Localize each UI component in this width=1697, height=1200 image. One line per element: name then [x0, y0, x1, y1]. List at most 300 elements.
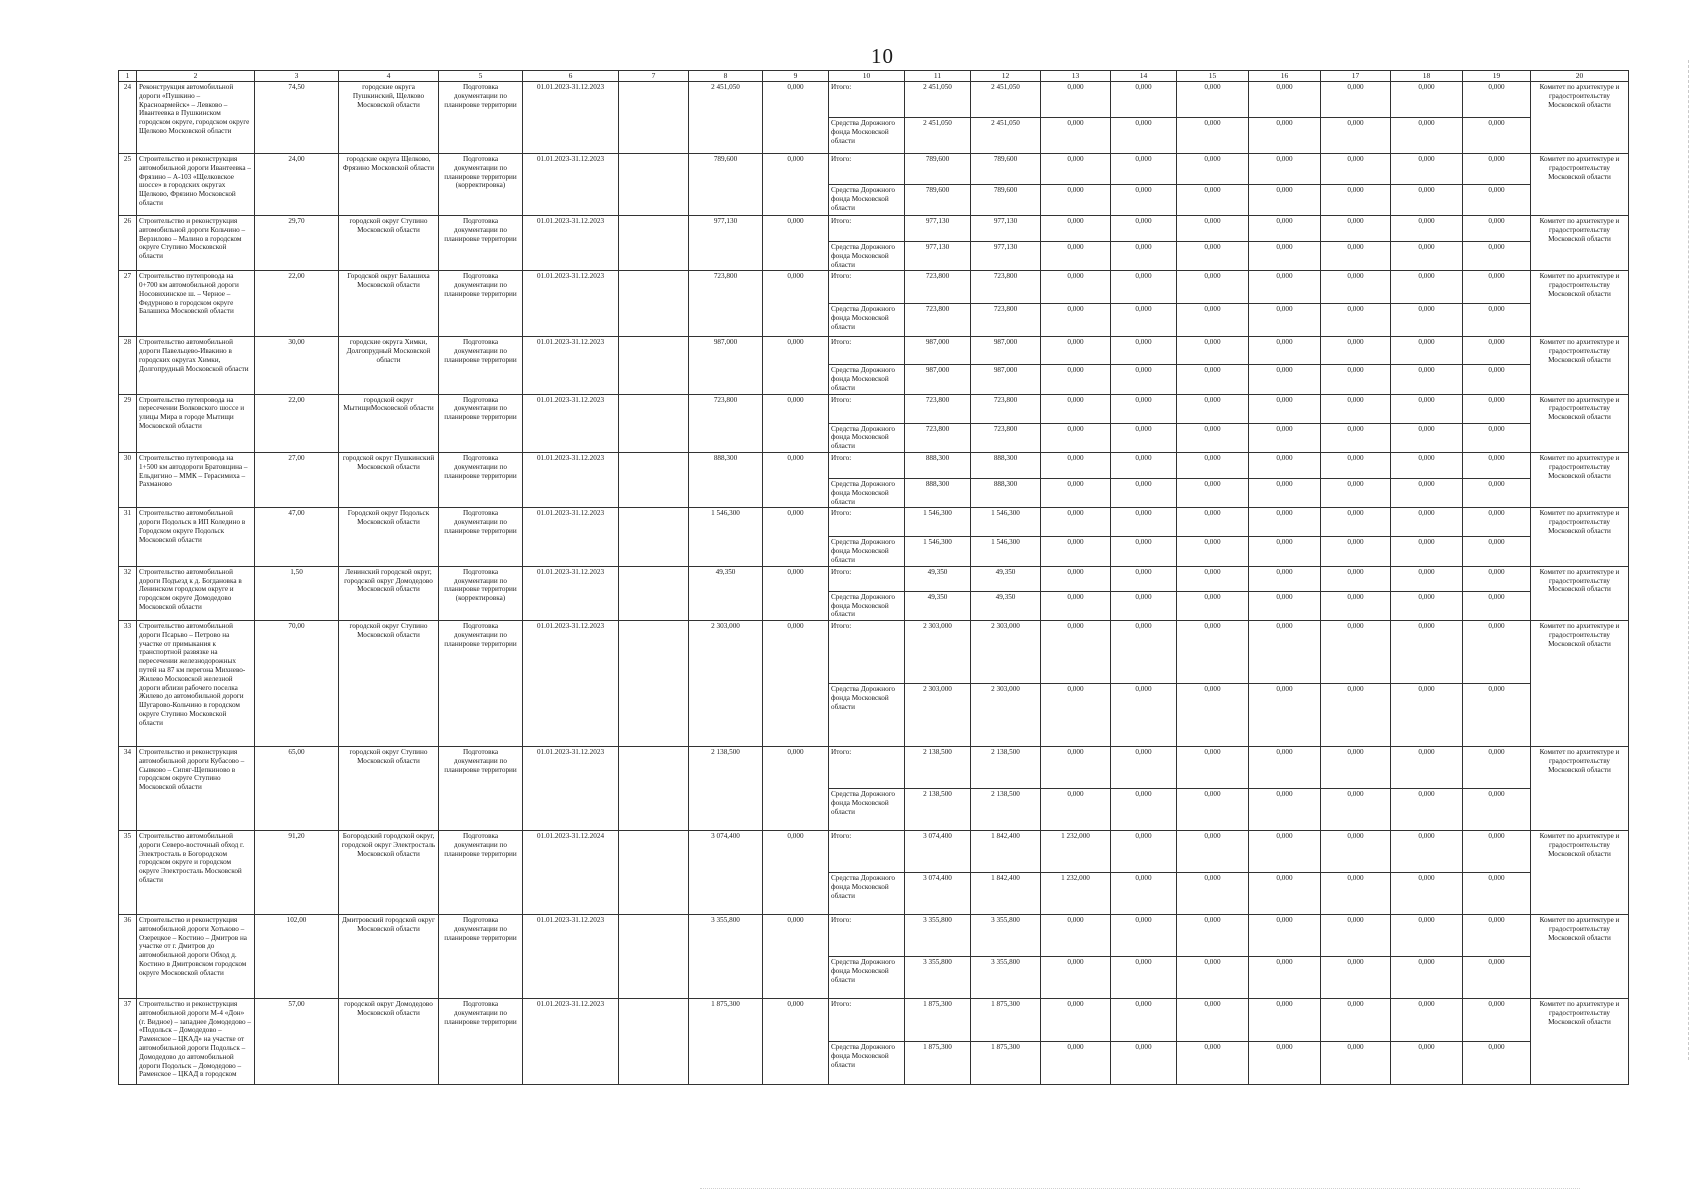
fund-amount: 0,000 [1204, 592, 1221, 601]
total-amount: 789,600 [971, 154, 1040, 185]
total-cost: 2 451,050 [689, 82, 763, 154]
fund-amount: 0,000 [1418, 538, 1435, 547]
amount-column-19 [1463, 154, 1531, 216]
fund-amount: 0,000 [1276, 592, 1293, 601]
total-amount: 0,000 [1321, 453, 1390, 479]
fund-amount: 0,000 [1135, 874, 1152, 883]
total-cost: 3 355,800 [689, 915, 763, 999]
object-name: Строительство и реконструкция автомобильной дороги Ивантеевка – Фрязино – А-103 «Щелковское шоссе» в городских округах Щелково, Фрязино Московской области [137, 154, 255, 216]
total-amount: 1 875,300 [971, 999, 1040, 1042]
fund-amount: 0,000 [1347, 538, 1364, 547]
fund-amount: 0,000 [1276, 424, 1293, 433]
column-7-value [619, 999, 689, 1085]
amount-column-11 [905, 747, 971, 831]
total-amount: 0,000 [1463, 337, 1530, 365]
amount-column-11 [905, 154, 971, 216]
work-period: 01.01.2023-31.12.2023 [523, 154, 619, 216]
amount-column-16 [1249, 566, 1321, 620]
amount-column-11 [905, 453, 971, 508]
amount-column-16 [1249, 154, 1321, 216]
fund-amount: 0,000 [1418, 958, 1435, 967]
fund-label: Средства Дорожного фонда Московской области [831, 305, 896, 331]
table-row [119, 453, 1629, 508]
total-amount: 0,000 [1041, 337, 1110, 365]
amount-column-13 [1041, 915, 1111, 999]
responsible-customer: Комитет по архитектуре и градостроительству Московской области [1531, 747, 1629, 831]
fund-label: Средства Дорожного фонда Московской области [831, 592, 896, 619]
column-7-value [619, 747, 689, 831]
fund-label: Средства Дорожного фонда Московской области [831, 1043, 896, 1069]
road-length: 22,00 [255, 271, 339, 337]
amount-column-18 [1391, 621, 1463, 747]
responsible-customer: Комитет по архитектуре и градостроительству Московской области [1531, 216, 1629, 271]
total-cost: 888,300 [689, 453, 763, 508]
work-period: 01.01.2023-31.12.2023 [523, 337, 619, 394]
fund-amount: 0,000 [1347, 1043, 1364, 1052]
amount-column-13 [1041, 216, 1111, 271]
total-label: Итого: [829, 337, 904, 365]
fund-label: Средства Дорожного фонда Московской области [831, 366, 896, 392]
fund-amount: 987,000 [925, 366, 950, 375]
municipality: городской округ Домодедово Московской области [339, 999, 439, 1085]
amount-column-19 [1463, 831, 1531, 915]
work-type: Подготовка документации по планировке территории [439, 271, 523, 337]
responsible-customer: Комитет по архитектуре и градостроительству Московской области [1531, 82, 1629, 154]
municipality: городские округа Щелково, Фрязино Московской области [339, 154, 439, 216]
column-7-value [619, 154, 689, 216]
amount-column-11 [905, 831, 971, 915]
municipality: Ленинский городской округ, городской округ Домодедово Московской области [339, 566, 439, 620]
fund-amount: 49,350 [927, 592, 948, 601]
column-7-value [619, 566, 689, 620]
total-label: Итого: [829, 621, 904, 684]
total-amount: 0,000 [1321, 621, 1390, 684]
financing-source [829, 915, 905, 999]
amount-column-14 [1111, 831, 1177, 915]
amount-column-17 [1321, 566, 1391, 620]
amount-column-14 [1111, 915, 1177, 999]
financing-source [829, 621, 905, 747]
fund-amount: 0,000 [1067, 538, 1084, 547]
amount-column-19 [1463, 999, 1531, 1085]
total-amount: 0,000 [1177, 395, 1248, 424]
total-amount: 0,000 [1249, 395, 1320, 424]
financing-source [829, 508, 905, 566]
fund-amount: 0,000 [1488, 874, 1505, 883]
object-name: Строительство и реконструкция автомобильной дороги М-4 «Дон» (г. Видное) – западнее Домодедово – «Подольск – Домодедово – Раменское – ЦКАД» на участке от автомобильной дороги Подольск – Домодедово до автомобильной дороги Подольск – Домодедово – Раменское – ЦКАД в городском [137, 999, 255, 1085]
total-label: Итого: [829, 915, 904, 957]
column-9-value: 0,000 [763, 216, 829, 271]
road-length: 30,00 [255, 337, 339, 394]
fund-amount: 0,000 [1204, 790, 1221, 799]
fund-amount: 0,000 [1204, 366, 1221, 375]
total-amount: 0,000 [1463, 747, 1530, 789]
fund-amount: 0,000 [1418, 424, 1435, 433]
fund-amount: 888,300 [993, 480, 1018, 489]
fund-amount: 0,000 [1347, 958, 1364, 967]
row-number: 25 [119, 154, 137, 216]
amount-column-11 [905, 394, 971, 452]
responsible-customer: Комитет по архитектуре и градостроительству Московской области [1531, 999, 1629, 1085]
total-amount: 0,000 [1321, 508, 1390, 537]
amount-column-13 [1041, 999, 1111, 1085]
total-amount: 0,000 [1111, 453, 1176, 479]
financing-source [829, 271, 905, 337]
financing-source [829, 453, 905, 508]
fund-amount: 0,000 [1204, 305, 1221, 314]
column-number-19: 19 [1463, 71, 1531, 82]
page-number: 10 [871, 44, 894, 68]
fund-amount: 0,000 [1204, 119, 1221, 127]
total-label: Итого: [829, 508, 904, 537]
municipality: городской округ МытищиМосковской области [339, 394, 439, 452]
column-number-6: 6 [523, 71, 619, 82]
amount-column-15 [1177, 271, 1249, 337]
amount-column-13 [1041, 566, 1111, 620]
amount-column-19 [1463, 747, 1531, 831]
column-number-10: 10 [829, 71, 905, 82]
amount-column-13 [1041, 394, 1111, 452]
road-length: 65,00 [255, 747, 339, 831]
municipality: Городской округ Подольск Московской области [339, 508, 439, 566]
total-amount: 0,000 [1111, 567, 1176, 592]
responsible-customer: Комитет по архитектуре и градостроительству Московской области [1531, 831, 1629, 915]
total-amount: 0,000 [1249, 915, 1320, 957]
work-type: Подготовка документации по планировке территории (корректировка) [439, 566, 523, 620]
row-number: 27 [119, 271, 137, 337]
total-amount: 0,000 [1041, 154, 1110, 185]
amount-column-11 [905, 82, 971, 154]
total-amount: 0,000 [1111, 216, 1176, 242]
total-amount: 0,000 [1111, 621, 1176, 684]
fund-amount: 0,000 [1276, 243, 1293, 251]
table-row [119, 915, 1629, 999]
total-amount: 49,350 [905, 567, 970, 592]
amount-column-17 [1321, 82, 1391, 154]
amount-column-12 [971, 621, 1041, 747]
municipality: Городской округ Балашиха Московской области [339, 271, 439, 337]
total-amount: 1 546,300 [905, 508, 970, 537]
fund-amount: 0,000 [1067, 186, 1084, 194]
column-7-value [619, 337, 689, 394]
column-9-value: 0,000 [763, 337, 829, 394]
amount-column-15 [1177, 508, 1249, 566]
fund-amount: 0,000 [1488, 305, 1505, 314]
column-7-value [619, 82, 689, 154]
object-name: Строительство и реконструкция автомобильной дороги Хотьково – Озерецкое – Костино – Дмитров на участке от г. Дмитров до автомобильной дороги Обход д. Костино в Дмитровском городском округе Московской области [137, 915, 255, 999]
fund-amount: 0,000 [1135, 243, 1152, 251]
fund-label: Средства Дорожного фонда Московской области [831, 480, 896, 506]
road-length: 22,00 [255, 394, 339, 452]
amount-column-18 [1391, 82, 1463, 154]
row-number: 35 [119, 831, 137, 915]
fund-amount: 0,000 [1418, 305, 1435, 314]
work-type: Подготовка документации по планировке территории [439, 82, 523, 154]
financing-source [829, 999, 905, 1085]
amount-column-12 [971, 831, 1041, 915]
fund-amount: 0,000 [1204, 874, 1221, 883]
total-amount: 1 875,300 [905, 999, 970, 1042]
responsible-customer: Комитет по архитектуре и градостроительству Московской области [1531, 566, 1629, 620]
column-number-12: 12 [971, 71, 1041, 82]
amount-column-12 [971, 999, 1041, 1085]
fund-label: Средства Дорожного фонда Московской области [831, 243, 896, 269]
fund-amount: 49,350 [995, 592, 1016, 601]
amount-column-16 [1249, 621, 1321, 747]
fund-amount: 0,000 [1418, 1043, 1435, 1052]
amount-column-15 [1177, 337, 1249, 394]
road-length: 47,00 [255, 508, 339, 566]
municipality: Дмитровский городской округ Московской области [339, 915, 439, 999]
fund-amount: 0,000 [1347, 685, 1364, 694]
column-9-value: 0,000 [763, 508, 829, 566]
amount-column-11 [905, 508, 971, 566]
amount-column-18 [1391, 999, 1463, 1085]
total-amount: 0,000 [1041, 999, 1110, 1042]
total-amount: 0,000 [1041, 453, 1110, 479]
total-label: Итого: [829, 154, 904, 185]
table-row [119, 621, 1629, 747]
amount-column-16 [1249, 747, 1321, 831]
fund-amount: 0,000 [1488, 592, 1505, 601]
table-row [119, 508, 1629, 566]
total-amount: 49,350 [971, 567, 1040, 592]
amount-column-12 [971, 747, 1041, 831]
total-amount: 0,000 [1321, 999, 1390, 1042]
amount-column-19 [1463, 915, 1531, 999]
work-type: Подготовка документации по планировке территории [439, 453, 523, 508]
row-number: 31 [119, 508, 137, 566]
total-amount: 0,000 [1041, 915, 1110, 957]
fund-amount: 0,000 [1488, 366, 1505, 375]
amount-column-12 [971, 82, 1041, 154]
road-length: 29,70 [255, 216, 339, 271]
column-number-7: 7 [619, 71, 689, 82]
total-amount: 0,000 [1249, 567, 1320, 592]
municipality: городские округа Химки, Долгопрудный Московской области [339, 337, 439, 394]
road-length: 70,00 [255, 621, 339, 747]
fund-amount: 1 232,000 [1061, 874, 1090, 883]
total-amount: 0,000 [1463, 154, 1530, 185]
column-number-15: 15 [1177, 71, 1249, 82]
total-amount: 0,000 [1249, 831, 1320, 873]
total-amount: 0,000 [1321, 395, 1390, 424]
amount-column-19 [1463, 621, 1531, 747]
fund-amount: 0,000 [1135, 592, 1152, 601]
total-cost: 977,130 [689, 216, 763, 271]
row-number: 30 [119, 453, 137, 508]
amount-column-14 [1111, 337, 1177, 394]
total-amount: 0,000 [1321, 154, 1390, 185]
municipality: городской округ Ступино Московской области [339, 216, 439, 271]
total-amount: 0,000 [1463, 82, 1530, 118]
fund-amount: 2 138,500 [991, 790, 1020, 799]
amount-column-14 [1111, 394, 1177, 452]
work-type: Подготовка документации по планировке территории [439, 999, 523, 1085]
row-number: 34 [119, 747, 137, 831]
fund-amount: 2 451,050 [991, 119, 1020, 127]
total-label: Итого: [829, 271, 904, 304]
amount-column-17 [1321, 154, 1391, 216]
fund-amount: 1 546,300 [923, 538, 952, 547]
amount-column-16 [1249, 394, 1321, 452]
row-number: 37 [119, 999, 137, 1085]
total-amount: 0,000 [1249, 154, 1320, 185]
total-cost: 1 875,300 [689, 999, 763, 1085]
total-amount: 0,000 [1391, 216, 1462, 242]
table-row [119, 154, 1629, 216]
amount-column-13 [1041, 747, 1111, 831]
fund-amount: 1 875,300 [923, 1043, 952, 1052]
amount-column-12 [971, 216, 1041, 271]
fund-amount: 0,000 [1347, 243, 1364, 251]
work-type: Подготовка документации по планировке территории [439, 337, 523, 394]
amount-column-18 [1391, 337, 1463, 394]
total-amount: 0,000 [1177, 915, 1248, 957]
work-type: Подготовка документации по планировке территории [439, 747, 523, 831]
object-name: Строительство и реконструкция автомобильной дороги Кольчино – Верзилово – Малино в городском округе Ступино Московской области [137, 216, 255, 271]
amount-column-16 [1249, 831, 1321, 915]
total-amount: 0,000 [1041, 747, 1110, 789]
work-type: Подготовка документации по планировке территории [439, 915, 523, 999]
total-amount: 977,130 [971, 216, 1040, 242]
municipality: Богородский городской округ, городской округ Электросталь Московской области [339, 831, 439, 915]
amount-column-12 [971, 508, 1041, 566]
fund-amount: 977,130 [925, 243, 950, 251]
total-amount: 0,000 [1177, 621, 1248, 684]
fund-amount: 0,000 [1135, 685, 1152, 694]
total-amount: 0,000 [1111, 915, 1176, 957]
total-amount: 0,000 [1041, 395, 1110, 424]
fund-amount: 0,000 [1067, 366, 1084, 375]
table-row [119, 999, 1629, 1085]
total-cost: 789,600 [689, 154, 763, 216]
column-9-value: 0,000 [763, 82, 829, 154]
amount-column-13 [1041, 831, 1111, 915]
fund-amount: 0,000 [1418, 592, 1435, 601]
amount-column-17 [1321, 508, 1391, 566]
amount-column-19 [1463, 82, 1531, 154]
fund-amount: 0,000 [1347, 366, 1364, 375]
responsible-customer: Комитет по архитектуре и градостроительству Московской области [1531, 453, 1629, 508]
fund-amount: 0,000 [1204, 685, 1221, 694]
fund-amount: 0,000 [1418, 874, 1435, 883]
fund-label: Средства Дорожного фонда Московской области [831, 685, 896, 711]
table-row [119, 566, 1629, 620]
total-amount: 0,000 [1463, 508, 1530, 537]
amount-column-19 [1463, 453, 1531, 508]
total-cost: 987,000 [689, 337, 763, 394]
total-amount: 0,000 [1321, 567, 1390, 592]
column-9-value: 0,000 [763, 621, 829, 747]
column-7-value [619, 831, 689, 915]
amount-column-15 [1177, 394, 1249, 452]
fund-amount: 0,000 [1067, 685, 1084, 694]
amount-column-17 [1321, 271, 1391, 337]
fund-amount: 0,000 [1135, 366, 1152, 375]
row-number: 32 [119, 566, 137, 620]
amount-column-14 [1111, 154, 1177, 216]
amount-column-17 [1321, 747, 1391, 831]
fund-label: Средства Дорожного фонда Московской области [831, 958, 896, 984]
column-7-value [619, 508, 689, 566]
amount-column-14 [1111, 621, 1177, 747]
total-amount: 987,000 [905, 337, 970, 365]
fund-amount: 723,800 [993, 424, 1018, 433]
fund-amount: 0,000 [1488, 790, 1505, 799]
work-period: 01.01.2023-31.12.2023 [523, 508, 619, 566]
column-9-value: 0,000 [763, 915, 829, 999]
total-cost: 1 546,300 [689, 508, 763, 566]
amount-column-14 [1111, 82, 1177, 154]
financing-source [829, 394, 905, 452]
total-cost: 2 303,000 [689, 621, 763, 747]
total-amount: 723,800 [971, 271, 1040, 304]
fund-amount: 0,000 [1276, 1043, 1293, 1052]
total-amount: 0,000 [1041, 508, 1110, 537]
row-number: 33 [119, 621, 137, 747]
fund-amount: 0,000 [1276, 305, 1293, 314]
total-amount: 0,000 [1249, 453, 1320, 479]
responsible-customer: Комитет по архитектуре и градостроительству Московской области [1531, 271, 1629, 337]
total-cost: 49,350 [689, 566, 763, 620]
fund-amount: 723,800 [925, 305, 950, 314]
total-amount: 2 451,050 [905, 82, 970, 118]
work-period: 01.01.2023-31.12.2023 [523, 453, 619, 508]
total-amount: 0,000 [1177, 216, 1248, 242]
total-amount: 0,000 [1391, 621, 1462, 684]
amount-column-18 [1391, 154, 1463, 216]
amount-column-19 [1463, 394, 1531, 452]
amount-column-17 [1321, 216, 1391, 271]
total-label: Итого: [829, 216, 904, 242]
responsible-customer: Комитет по архитектуре и градостроительству Московской области [1531, 394, 1629, 452]
fund-amount: 2 451,050 [923, 119, 952, 127]
fund-amount: 0,000 [1135, 305, 1152, 314]
column-number-18: 18 [1391, 71, 1463, 82]
fund-amount: 0,000 [1347, 480, 1364, 489]
document-sheet [118, 70, 1628, 1085]
total-amount: 0,000 [1391, 395, 1462, 424]
amount-column-16 [1249, 999, 1321, 1085]
total-amount: 0,000 [1249, 337, 1320, 365]
column-7-value [619, 453, 689, 508]
responsible-customer: Комитет по архитектуре и градостроительству Московской области [1531, 154, 1629, 216]
amount-column-12 [971, 271, 1041, 337]
fund-amount: 0,000 [1488, 424, 1505, 433]
column-7-value [619, 621, 689, 747]
total-amount: 0,000 [1391, 915, 1462, 957]
amount-column-15 [1177, 831, 1249, 915]
financing-source [829, 747, 905, 831]
fund-amount: 0,000 [1135, 424, 1152, 433]
total-amount: 0,000 [1391, 271, 1462, 304]
road-length: 1,50 [255, 566, 339, 620]
fund-amount: 3 355,800 [923, 958, 952, 967]
work-type: Подготовка документации по планировке территории [439, 216, 523, 271]
row-number: 29 [119, 394, 137, 452]
total-amount: 0,000 [1177, 567, 1248, 592]
total-amount: 0,000 [1249, 82, 1320, 118]
amount-column-18 [1391, 394, 1463, 452]
total-amount: 0,000 [1177, 453, 1248, 479]
financing-source [829, 831, 905, 915]
table-row [119, 394, 1629, 452]
fund-amount: 723,800 [993, 305, 1018, 314]
total-amount: 0,000 [1391, 508, 1462, 537]
total-amount: 0,000 [1463, 831, 1530, 873]
responsible-customer: Комитет по архитектуре и градостроительству Московской области [1531, 621, 1629, 747]
